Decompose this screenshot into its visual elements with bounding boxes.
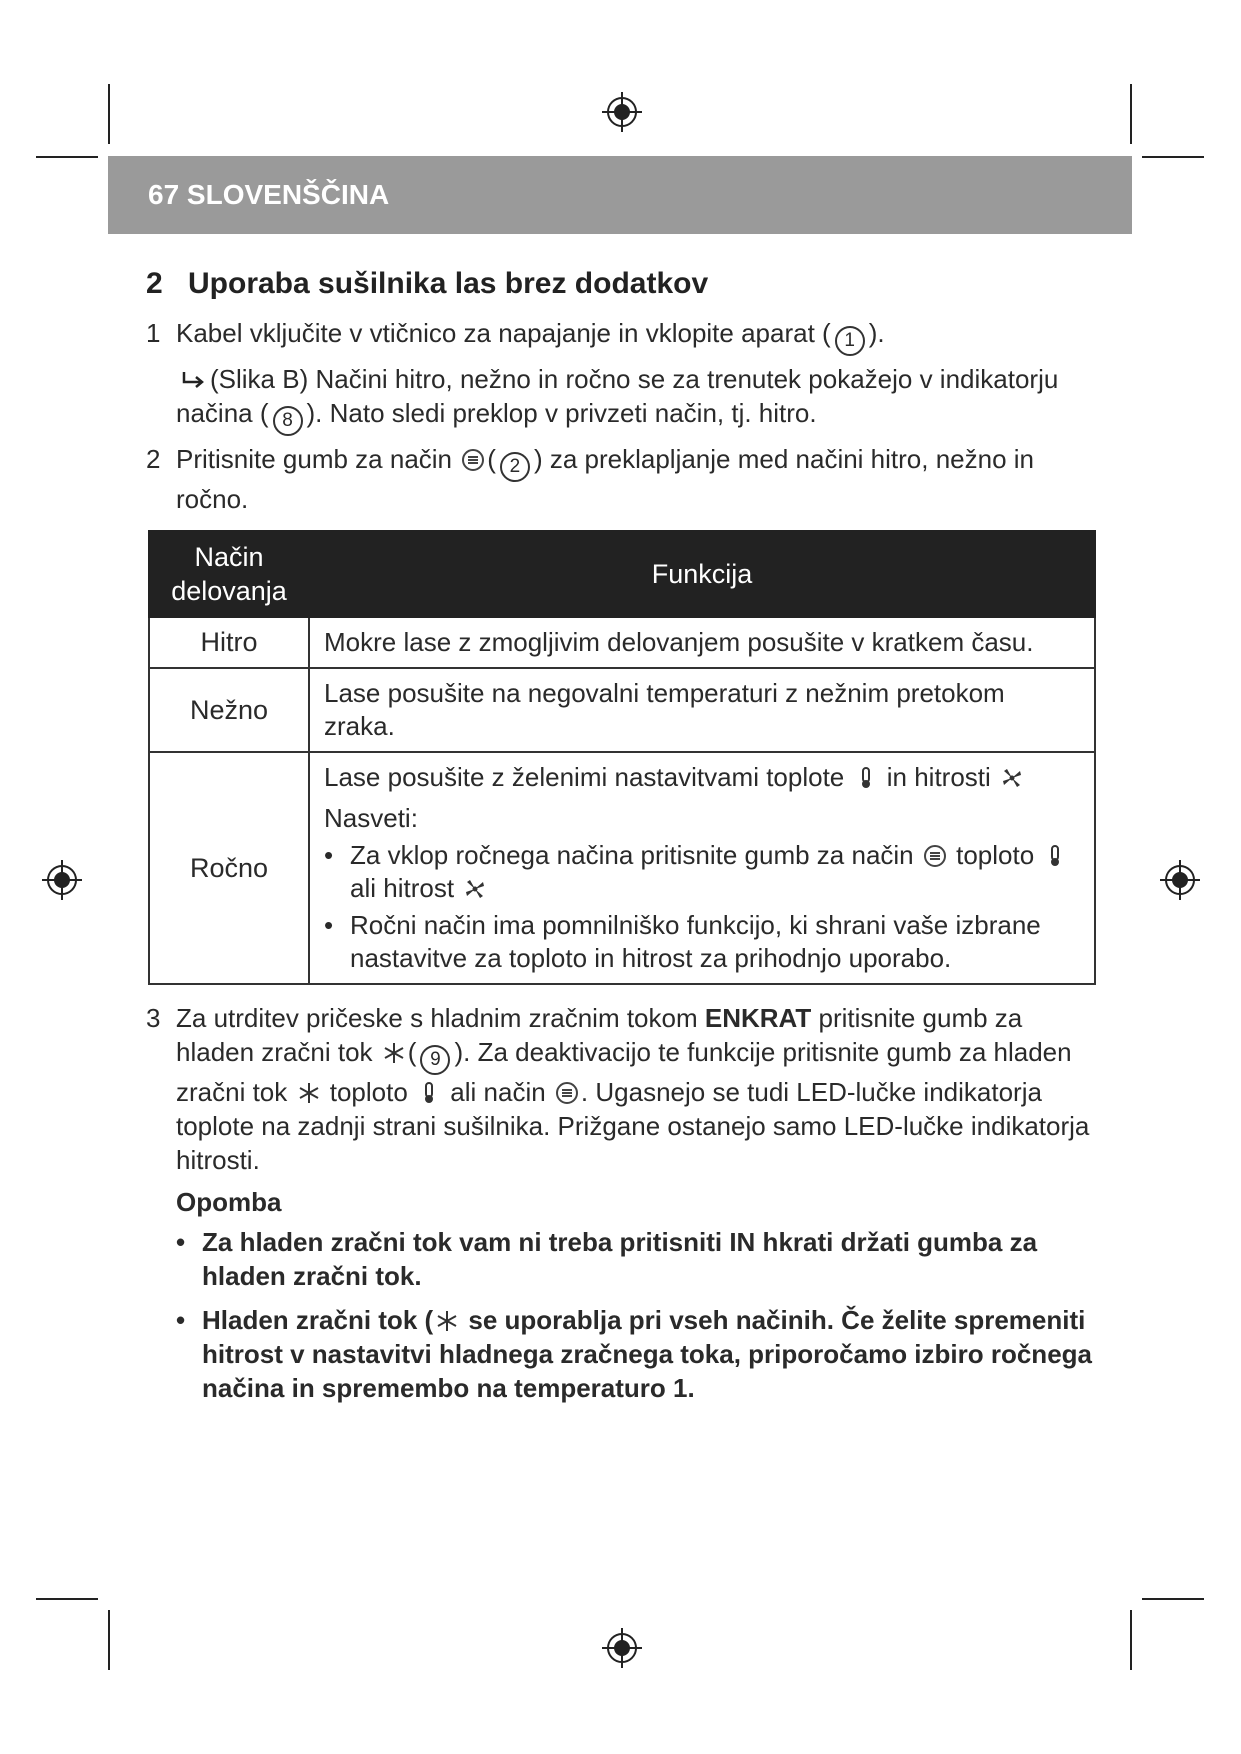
registration-mark-icon: [602, 1628, 642, 1668]
step-text: [176, 316, 1106, 356]
manual-func-b: in hitrosti: [886, 762, 991, 792]
note-heading: Opomba: [176, 1187, 282, 1217]
table-row: [149, 752, 1095, 984]
page-header-band: [108, 156, 1132, 234]
step-1-result: [176, 362, 1106, 436]
snowflake-icon: [382, 1041, 406, 1065]
thermometer-icon: [854, 766, 878, 790]
mode-function: [309, 752, 1095, 984]
tip-1-text: [350, 839, 1080, 905]
step-3-text-b: pritisnite gumb za hladen zračni tok: [176, 1003, 1023, 1067]
snowflake-icon: [435, 1309, 459, 1333]
thermometer-icon: [417, 1081, 441, 1105]
note-item: [176, 1303, 1106, 1405]
step-1-text-a: Kabel vključite v vtičnico za napajanje in vklopite aparat (: [176, 318, 831, 348]
crop-mark: [1130, 84, 1132, 144]
bullet: •: [176, 1227, 186, 1257]
mode-name: Nežno: [149, 668, 309, 752]
page-content: [146, 262, 1106, 1415]
crop-mark: [1142, 1598, 1204, 1600]
table-row: [149, 668, 1095, 752]
step-3-text-d: toploto: [329, 1077, 408, 1107]
step-1-result-b: ). Nato sledi preklop v privzeti način, tj. hitro.: [306, 398, 817, 428]
registration-mark-icon: [42, 860, 82, 900]
registration-mark-icon: [1160, 860, 1200, 900]
note-2-text: [202, 1303, 1106, 1405]
mode-name: Hitro: [149, 617, 309, 668]
step-1: [146, 316, 1106, 356]
step-3-text-a: Za utrditev pričeske s hladnim zračnim tokom: [176, 1003, 698, 1033]
step-2: [146, 442, 1106, 516]
table-header-mode: Način delovanja: [149, 531, 309, 617]
manual-func-a: Lase posušite z želenimi nastavitvami toplote: [324, 762, 845, 792]
snowflake-icon: [297, 1081, 321, 1105]
section-number: 2: [146, 267, 163, 300]
bullet: •: [324, 910, 334, 940]
reference-number: 1: [835, 326, 865, 356]
mode-name: Ročno: [149, 752, 309, 984]
tip-item: [324, 839, 1080, 905]
step-3-text-c: . Za deaktivacijo te funkcije pritisnite gumb za hladen zračni tok: [176, 1037, 1072, 1107]
fan-icon: [463, 877, 487, 901]
reference-number: 9: [420, 1045, 450, 1075]
step-1-result-a: (Slika B) Načini hitro, nežno in ročno se za trenutek pokažejo v indikatorju načina (: [176, 364, 1059, 428]
crop-mark: [1130, 1610, 1132, 1670]
mode-icon: [555, 1081, 579, 1105]
step-number: 1: [146, 318, 161, 348]
tip-2-text: Ročni način ima pomnilniško funkcijo, ki shrani vaše izbrane nastavitve za toploto in hitrost za prihodnjo uporabo.: [350, 910, 1041, 973]
mode-function: Mokre lase z zmogljivim delovanjem posušite v kratkem času.: [309, 617, 1095, 668]
page-label: 67 SLOVENŠČINA: [148, 179, 390, 210]
thermometer-icon: [1043, 844, 1067, 868]
step-2-text-a: Pritisnite gumb za način: [176, 444, 453, 474]
tip-item: [324, 909, 1080, 975]
step-2-text-b: za preklapljanje med načini hitro, nežno in ročno.: [176, 444, 1035, 514]
tips-label: Nasveti:: [324, 803, 418, 833]
step-number: 3: [146, 1003, 161, 1033]
step-3-text-e: ali način: [450, 1077, 546, 1107]
crop-mark: [1142, 156, 1204, 158]
note-item: [176, 1225, 1106, 1293]
section-title: [146, 262, 1106, 306]
step-text: Za utrditev pričeske s hladnim zračnim tokom ENKRAT pritisnite gumb za hladen zračni tok ( 9 ). Za deaktivacijo te funkcije pritisnite gumb za hladen zračni tok toploto ali način . Ugasnejo se tudi LED-lučke indikatorja toplote na zadnji strani sušilnika. Prižgane ostanejo samo LED-lučke indikatorja hitrosti.: [176, 1003, 1090, 1175]
crop-mark: [36, 1598, 98, 1600]
table-header-row: [149, 531, 1095, 617]
note-1-text: Za hladen zračni tok vam ni treba pritisniti IN hkrati držati gumba za hladen zračni tok.: [202, 1227, 1038, 1291]
mode-function: Lase posušite na negovalni temperaturi z nežnim pretokom zraka.: [309, 668, 1095, 752]
step-3: [146, 1001, 1106, 1177]
tip-1-b: toploto: [956, 840, 1035, 870]
mode-icon: [461, 448, 485, 472]
table-row: [149, 617, 1095, 668]
step-1-text-b: ).: [868, 318, 885, 348]
note-2-a: Hladen zračni tok (: [202, 1305, 434, 1335]
bullet: •: [324, 840, 334, 870]
tip-1-a: Za vklop ročnega načina pritisnite gumb za način: [350, 840, 914, 870]
reference-number: 2: [500, 452, 530, 482]
step-text: Pritisnite gumb za način ( 2 ) za preklapljanje med načini hitro, nežno in ročno.: [176, 444, 1035, 514]
step-number: 2: [146, 444, 161, 474]
modes-table: [148, 530, 1096, 985]
bullet: •: [176, 1305, 186, 1335]
crop-mark: [108, 1610, 110, 1670]
note-2-b: se uporablja pri vseh načinih. Če želite spremeniti hitrost v nastavitvi hladnega zračnega toka, priporočamo izbiro ročnega načina in spremembo na temperaturo 1.: [202, 1305, 1092, 1403]
reference-number: 8: [273, 406, 303, 436]
step-3-bold: ENKRAT: [704, 1003, 812, 1033]
registration-mark-icon: [602, 92, 642, 132]
result-arrow-icon: [178, 368, 208, 392]
mode-icon: [923, 844, 947, 868]
step-3-text-f: . Ugasnejo se tudi LED-lučke indikatorja toplote na zadnji strani sušilnika. Prižgane ostanejo samo LED-lučke indikatorja hitrosti.: [176, 1077, 1090, 1175]
tip-1-c: ali hitrost: [350, 873, 455, 903]
table-header-function: Funkcija: [309, 531, 1095, 617]
crop-mark: [108, 84, 110, 144]
crop-mark: [36, 156, 98, 158]
section-title-text: Uporaba sušilnika las brez dodatkov: [188, 267, 709, 300]
fan-icon: [1000, 766, 1024, 790]
manual-description: [324, 761, 1080, 794]
